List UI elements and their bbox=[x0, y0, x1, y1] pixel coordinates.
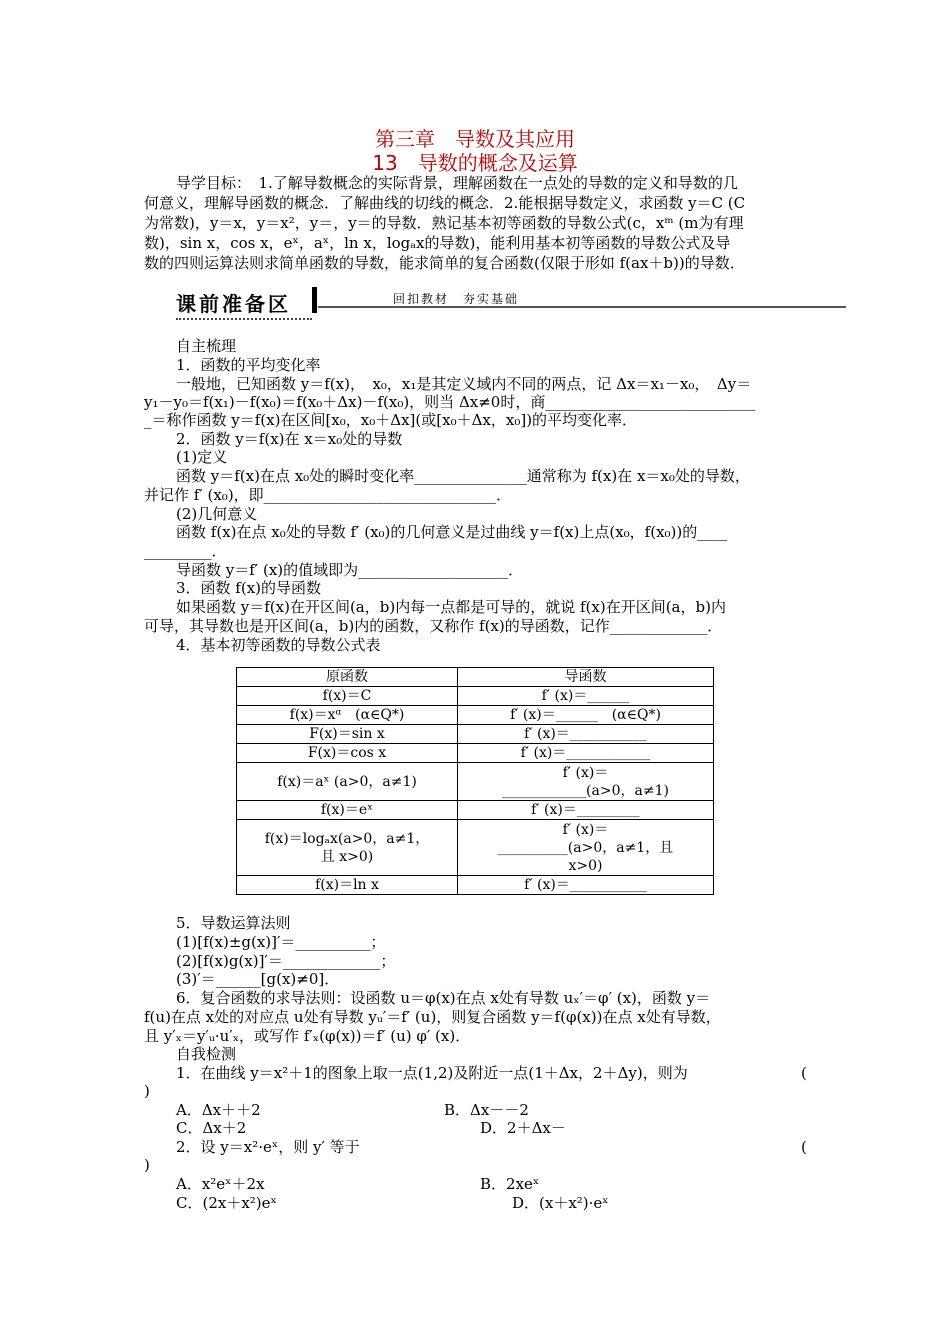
table-cell: f′ (x)＝_________ bbox=[458, 801, 714, 820]
heading: 1．函数的平均变化率 bbox=[176, 356, 321, 374]
table-cell: f(x)＝eˣ bbox=[237, 801, 458, 820]
table-header: 原函数 bbox=[237, 668, 458, 687]
heading: (1)定义 bbox=[176, 448, 228, 466]
section-banner-subtitle: 回扣教材 夯实基础 bbox=[393, 292, 520, 306]
paragraph-line: f(u)在点 x处的对应点 u处有导数 yᵤ′＝f′ (u)，则复合函数 y＝f(φ(x))在点 x处有导数， bbox=[144, 1008, 721, 1026]
table-header-row bbox=[237, 668, 714, 687]
paragraph-line: 且 y′ₓ＝y′ᵤ·u′ₓ，或写作 f′ₓ(φ(x))＝f′ (u) φ′ (x)． bbox=[144, 1027, 471, 1045]
table-row bbox=[237, 744, 714, 763]
table-header: 导函数 bbox=[458, 668, 714, 687]
table-row bbox=[237, 876, 714, 895]
option: C．(2x＋x²)eˣ bbox=[176, 1194, 277, 1212]
option: B．Δx－－2 bbox=[444, 1101, 529, 1119]
paragraph-line: _＝称作函数 y＝f(x)在区间[x₀，x₀＋Δx](或[x₀＋Δx，x₀])的平均变化率． bbox=[144, 411, 638, 429]
paragraph-line: 可导，其导数也是开区间(a，b)内的函数，又称作 f(x)的导函数，记作_____________． bbox=[144, 617, 723, 635]
paragraph-line: 6．复合函数的求导法则：设函数 u＝φ(x)在点 x处有导数 uₓ′＝φ′ (x)，函数 y＝ bbox=[176, 989, 711, 1007]
table-cell: f′ (x)＝______ bbox=[458, 687, 714, 706]
heading: (2)几何意义 bbox=[176, 505, 258, 523]
paragraph-line: y₁－y₀＝f(x₁)－f(x₀)＝f(x₀＋Δx)－f(x₀)，则当 Δx≠0时，商____________________________ bbox=[144, 393, 756, 411]
answer-paren: ) bbox=[144, 1082, 150, 1100]
paragraph-line: 函数 y＝f(x)在点 x₀处的瞬时变化率_______________通常称为 f(x)在 x＝x₀处的导数， bbox=[176, 467, 750, 485]
lesson-title: 13 导数的概念及运算 bbox=[372, 151, 578, 175]
table-cell: f′ (x)＝______ (α∈Q*) bbox=[458, 706, 714, 725]
table-row bbox=[237, 725, 714, 744]
goals-line: 数的四则运算法则求简单函数的导数，能求简单的复合函数(仅限于形如 f(ax＋b))的导数． bbox=[144, 254, 745, 272]
paragraph-line: 函数 f(x)在点 x₀处的导数 f′ (x₀)的几何意义是过曲线 y＝f(x)上点(x₀，f(x₀))的____ bbox=[176, 523, 728, 541]
table-row bbox=[237, 763, 714, 801]
table-cell: f′ (x)＝____________ bbox=[458, 744, 714, 763]
heading: 自主梳理 bbox=[176, 337, 237, 355]
table-cell: f(x)＝xᵅ (α∈Q*) bbox=[237, 706, 458, 725]
option: A．Δx＋＋2 bbox=[176, 1101, 261, 1119]
paragraph-line: _________． bbox=[144, 542, 227, 560]
rule-line: (1)[f(x)±g(x)]′＝__________； bbox=[176, 933, 386, 951]
answer-paren: ) bbox=[144, 1156, 150, 1174]
table-cell: f′ (x)＝___________ bbox=[458, 725, 714, 744]
goals-line: 导学目标： 1.了解导数概念的实际背景，理解函数在一点处的导数的定义和导数的几 bbox=[176, 174, 738, 192]
rule-line: (2)[f(x)g(x)]′＝_____________； bbox=[176, 952, 396, 970]
option: C．Δx＋2 bbox=[176, 1119, 247, 1137]
rule-line: (3)′＝______[g(x)≠0]． bbox=[176, 970, 340, 988]
option: D．2＋Δx－ bbox=[480, 1119, 566, 1137]
derivative-formula-table bbox=[236, 667, 714, 895]
table-cell: f(x)＝aˣ (a>0，a≠1) bbox=[237, 763, 458, 801]
question-stem: 1．在曲线 y＝x²＋1的图象上取一点(1,2)及附近一点(1＋Δx，2＋Δy)，则为 bbox=[176, 1064, 688, 1082]
table-cell: F(x)＝sin x bbox=[237, 725, 458, 744]
table-cell: f′ (x)＝___________ bbox=[458, 876, 714, 895]
table-cell: f′ (x)＝ __________(a>0，a≠1，且 x>0) bbox=[458, 820, 714, 876]
heading: 5．导数运算法则 bbox=[176, 914, 291, 932]
paragraph-line: 导函数 y＝f′ (x)的值域即为____________________． bbox=[176, 561, 524, 579]
table-cell: f(x)＝ln x bbox=[237, 876, 458, 895]
paragraph-line: 并记作 f′ (x₀)，即_______________________________． bbox=[144, 486, 512, 504]
goals-line: 何意义，理解导函数的概念．了解曲线的切线的概念．2.能根据导数定义，求函数 y＝C (C bbox=[144, 194, 746, 212]
heading: 3．函数 f(x)的导函数 bbox=[176, 579, 322, 597]
section-banner-title: 课前准备区 bbox=[176, 292, 291, 316]
table-row bbox=[237, 801, 714, 820]
goals-line: 为常数)，y＝x，y＝x²，y＝，y＝的导数．熟记基本初等函数的导数公式(c，xᵐ (m为有理 bbox=[144, 214, 744, 232]
question-stem: 2．设 y＝x²·eˣ，则 y′ 等于 bbox=[176, 1138, 360, 1156]
paragraph-line: 如果函数 y＝f(x)在开区间(a，b)内每一点都是可导的，就说 f(x)在开区间(a，b)内 bbox=[176, 598, 726, 616]
heading: 2．函数 y＝f(x)在 x＝x₀处的导数 bbox=[176, 430, 403, 448]
paragraph-line: 一般地，已知函数 y＝f(x)， x₀，x₁是其定义域内不同的两点，记 Δx＝x₁－x₀， Δy＝ bbox=[176, 375, 752, 393]
answer-paren: ( bbox=[801, 1064, 807, 1082]
option: B．2xeˣ bbox=[480, 1175, 540, 1193]
table-cell: f(x)＝logₐx(a>0，a≠1， 且 x>0) bbox=[237, 820, 458, 876]
table-cell: F(x)＝cos x bbox=[237, 744, 458, 763]
banner-dotted-rule bbox=[176, 318, 312, 320]
table-cell: f(x)＝C bbox=[237, 687, 458, 706]
heading: 4．基本初等函数的导数公式表 bbox=[176, 636, 381, 654]
table-row bbox=[237, 820, 714, 876]
answer-paren: ( bbox=[801, 1138, 807, 1156]
chapter-title: 第三章 导数及其应用 bbox=[375, 127, 575, 151]
option: D．(x＋x²)·eˣ bbox=[512, 1194, 609, 1212]
heading: 自我检测 bbox=[176, 1045, 237, 1063]
table-cell: f′ (x)＝ ____________(a>0，a≠1) bbox=[458, 763, 714, 801]
option: A．x²eˣ＋2x bbox=[176, 1175, 265, 1193]
table-row bbox=[237, 706, 714, 725]
table-row bbox=[237, 687, 714, 706]
goals-line: 数)，sin x，cos x，eˣ，aˣ，ln x，logₐx的导数)，能利用基本初等函数的导数公式及导 bbox=[144, 234, 731, 252]
banner-divider bbox=[312, 287, 317, 313]
